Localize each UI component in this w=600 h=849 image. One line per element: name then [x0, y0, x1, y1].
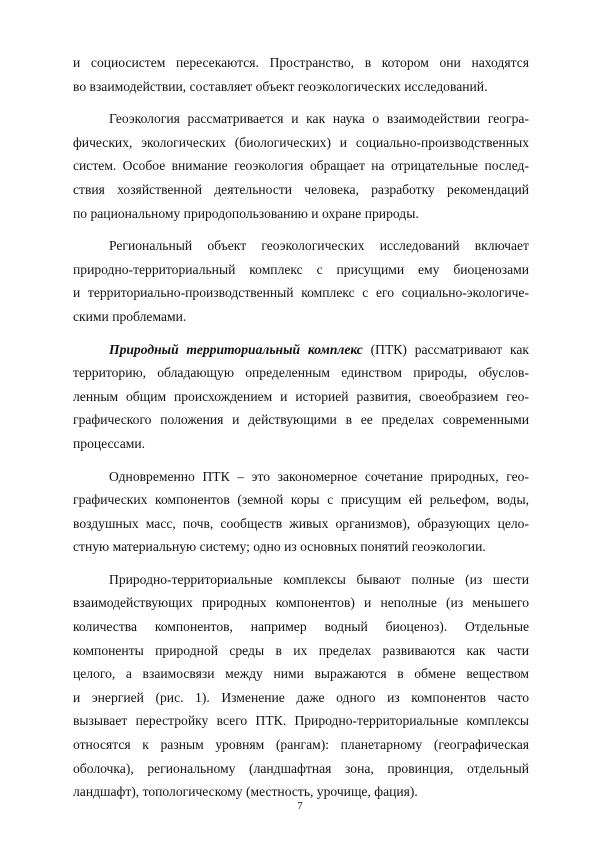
text-line: фических, экологических (биологических) и социально-производственных — [73, 134, 529, 150]
text-line: во взаимодействии, составляет объект геоэкологических исследований. — [73, 78, 488, 94]
text-line: вызывает перестройку всего ПТК. Природно-территориальные комплексы — [73, 713, 529, 729]
paragraph-1 — [73, 51, 529, 98]
text-line: количества компонентов, например водный биоценоз). Отдельные — [73, 619, 529, 635]
text-line — [73, 338, 529, 362]
text-line: по рациональному природопользованию и охране природы. — [73, 205, 419, 221]
text-line: Природно-территориальные комплексы бывают полные (из шести — [109, 571, 529, 587]
text-line: скими проблемами. — [73, 308, 187, 324]
text-line: Геоэкология рассматривается и как наука о взаимодействии геогра- — [109, 111, 529, 127]
text-line: процессами. — [73, 435, 146, 451]
text-line: оболочка), региональному (ландшафтная зона, провинция, отдельный — [73, 760, 529, 776]
paragraph-4 — [73, 338, 529, 456]
text-line: ландшафт), топологическому (местность, урочище, фация). — [73, 784, 418, 800]
text-line: компоненты природной среды в их пределах развиваются как части — [73, 642, 529, 658]
text-line: Одновременно ПТК – это закономерное сочетание природных, гео- — [109, 468, 529, 484]
text-line: относятся к разным уровням (рангам): планетарному (географическая — [73, 737, 529, 753]
paragraph-2 — [73, 107, 529, 225]
text-line: ствия хозяйственной деятельности человека, разработку рекомендаций — [73, 181, 529, 197]
page-number: 7 — [297, 800, 303, 812]
paragraph-3 — [73, 234, 529, 328]
text-line: стную материальную систему; одно из основных понятий геоэкологии. — [73, 539, 486, 555]
text-line: Региональный объект геоэкологических исследований включает — [109, 238, 529, 254]
text-line: взаимодействующих природных компонентов) и неполные (из меньшего — [73, 595, 529, 611]
body-text — [73, 51, 529, 813]
text-line: систем. Особое внимание геоэкология обращает на отрицательные послед- — [73, 158, 529, 174]
text-line: и энергией (рис. 1). Изменение даже одного из компонентов часто — [73, 689, 529, 705]
paragraph-5 — [73, 465, 529, 559]
text-line: территорию, обладающую определенным единством природы, обуслов- — [73, 365, 529, 381]
text-line: графических компонентов (земной коры с присущим ей рельефом, воды, — [73, 492, 529, 508]
paragraph-6 — [73, 568, 529, 804]
text-line-rest: (ПТК) рассматривают как — [362, 341, 529, 357]
text-line: и территориально-производственный комплекс с его социально-экологиче- — [73, 285, 529, 301]
text-line: воздушных масс, почв, сообществ живых организмов), образующих цело- — [73, 515, 529, 531]
text-line: целого, а взаимосвязи между ними выражаются в обмене веществом — [73, 666, 529, 682]
text-line: природно-территориальный комплекс с присущими ему биоценозами — [73, 261, 529, 277]
text-line: и социосистем пересекаются. Пространство, в котором они находятся — [73, 55, 529, 70]
text-line: ленным общим происхождением и историей развития, своеобразием гео- — [73, 388, 529, 404]
defined-term: Природный территориальный комплекс — [109, 341, 363, 357]
text-line: графического положения и действующими в ее пределах современными — [73, 412, 529, 428]
